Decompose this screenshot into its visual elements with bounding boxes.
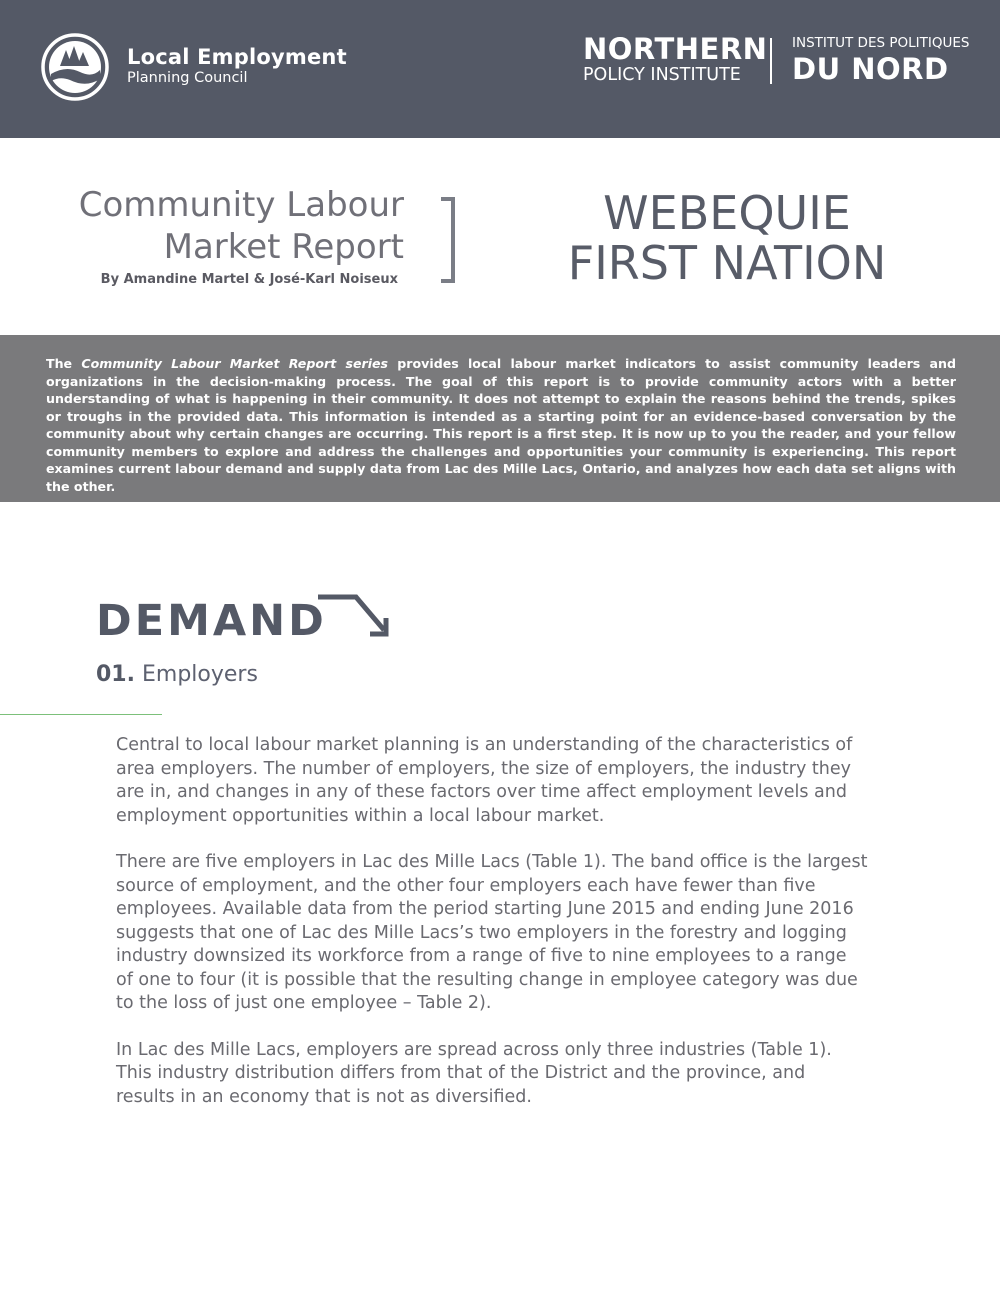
npi-title: NORTHERN (583, 32, 768, 66)
lepc-subtitle: Planning Council (127, 70, 248, 86)
npi-fr-title: DU NORD (792, 52, 949, 86)
header-banner (0, 0, 1000, 138)
intro-box (0, 335, 1000, 502)
community-name-line1: WEBEQUIE (603, 186, 851, 240)
divider-line (0, 714, 162, 715)
intro-paragraph (46, 355, 956, 495)
report-title-line1: Community Labour (78, 185, 404, 225)
title-bracket (441, 197, 455, 283)
body-paragraph: Central to local labour market planning is an understanding of the characteristics of area employers. The number of employers, the size of employers, the industry they are in, and changes in any of these factors over time affect employment levels and employment opportunities within a local labour market. (116, 735, 853, 826)
authors: By Amandine Martel & José-Karl Noiseux (100, 272, 398, 287)
npi-subtitle: POLICY INSTITUTE (583, 65, 741, 85)
community-name (527, 188, 927, 288)
subsection-title: Employers (141, 662, 258, 687)
report-title-line2: Market Report (163, 227, 404, 267)
subsection-heading (96, 662, 258, 687)
lepc-name: Local Employment (127, 45, 347, 69)
npi-logo-en (583, 32, 768, 86)
body-paragraph: There are five employers in Lac des Mille Lacs (Table 1). The band office is the largest source of employment, and the other four employers each have fewer than five employees. Available data from the period starting June 2015 and ending June 2016 suggests that one of Lac des Mille Lacs’s two employers in the forestry and logging industry downsized its workforce from a range of five to nine employees to a range of one to four (it is possible that the resulting change in employee category was due to the loss of just one employee – Table 2). (116, 852, 868, 1013)
arrow-down-right-icon (316, 592, 392, 642)
logo-divider (770, 38, 772, 84)
body-text (116, 734, 868, 1132)
report-title (79, 184, 404, 268)
npi-logo-fr (792, 34, 969, 86)
intro-text: provides local labour market indicators to assist community leaders and organizations in the decision-making process. The goal of this report is to provide community actors with a better understanding of what is happening in their community. It does not attempt to explain the reasons behind the trends, spikes or troughs in the provided data. This information is intended as a starting point for an evidence-based conversation by the community about why certain changes are occurring. This report is a first step. It is now up to you the reader, and your fellow community members to explore and address the challenges and opportunities your community is experiencing. This report examines current labour demand and supply data from Lac des Mille Lacs, Ontario, and analyzes how each data set aligns with the other. (46, 356, 956, 494)
section-heading: DEMAND (96, 596, 327, 646)
community-name-line2: FIRST NATION (567, 236, 887, 290)
lepc-logo-icon (40, 32, 110, 102)
intro-series-name: Community Labour Market Report series (81, 356, 389, 371)
intro-lead: The (46, 356, 82, 371)
body-paragraph: In Lac des Mille Lacs, employers are spread across only three industries (Table 1). This industry distribution differs from that of the District and the province, and results in an economy that is not as diversified. (116, 1039, 832, 1107)
subsection-number: 01. (96, 662, 135, 687)
npi-fr-subtitle: INSTITUT DES POLITIQUES (792, 35, 970, 51)
